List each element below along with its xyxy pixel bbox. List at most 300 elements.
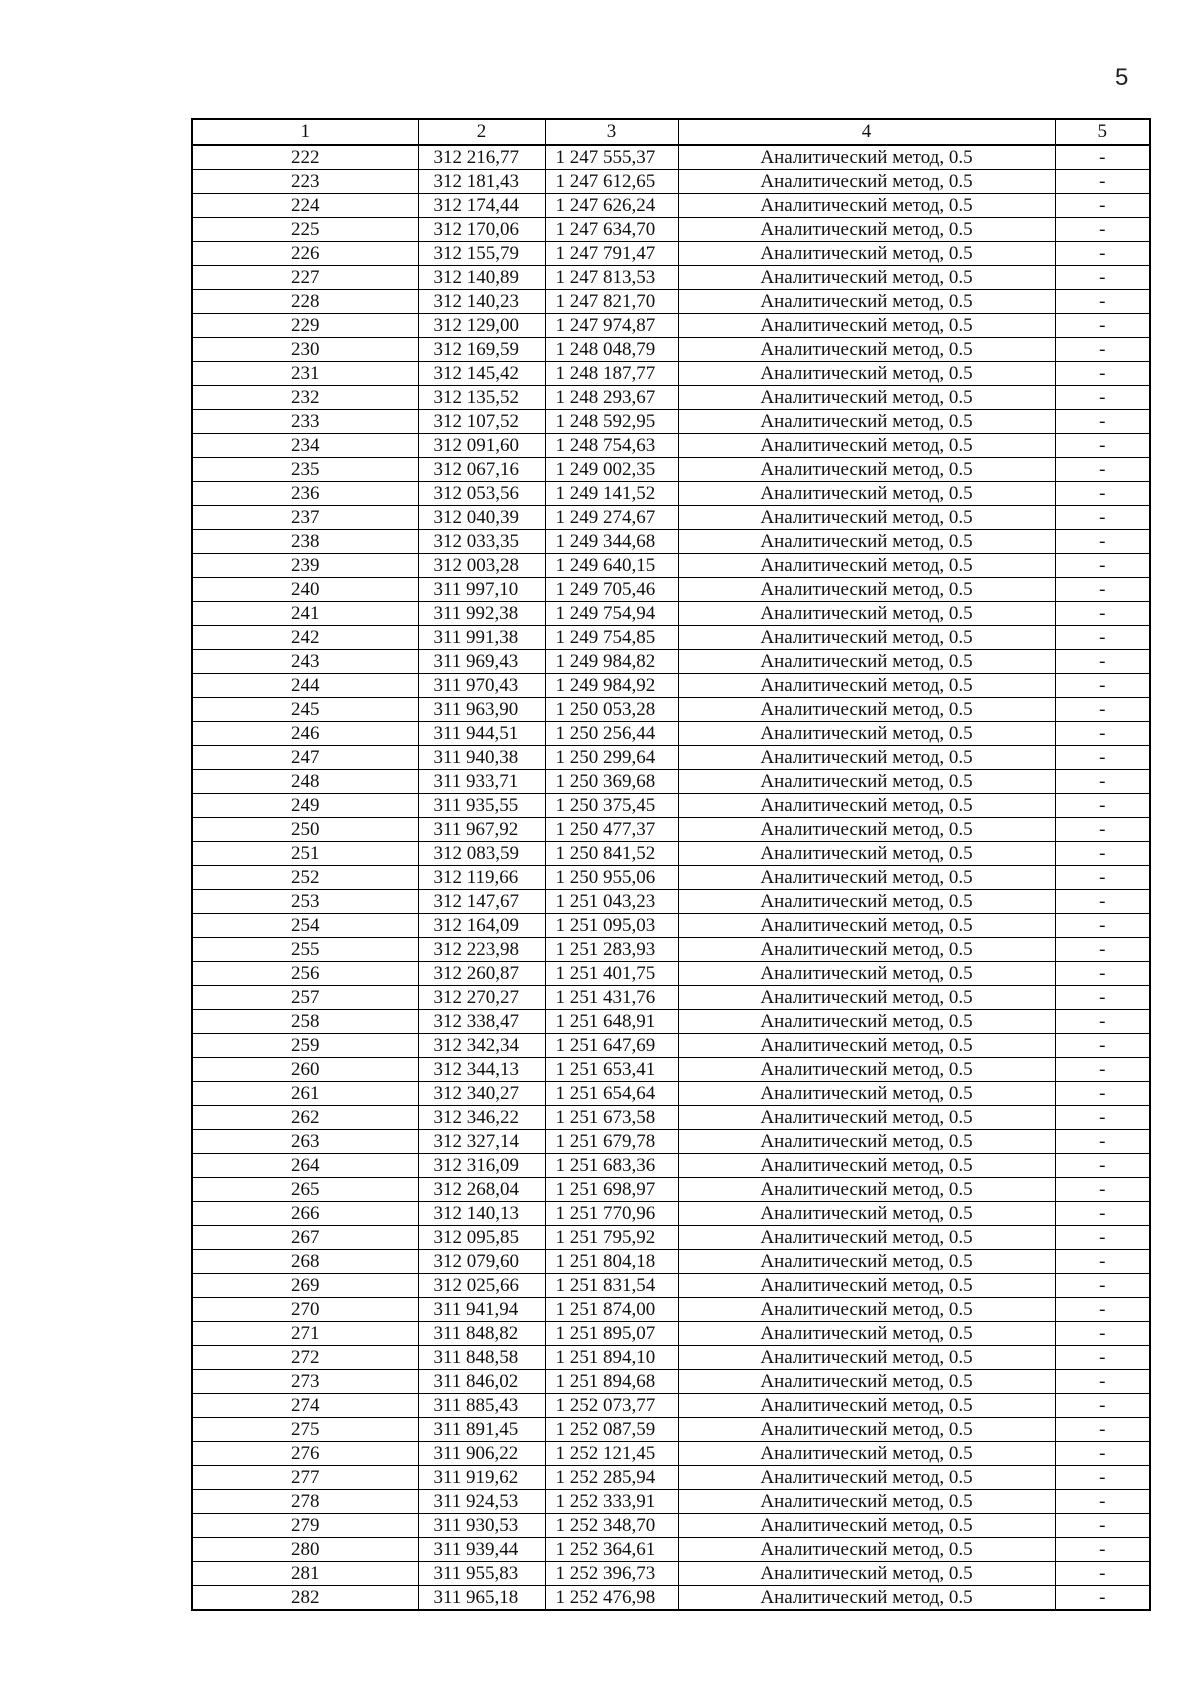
description-cell: - [1055,866,1150,890]
y-coordinate-cell: 1 250 256,44 [545,722,678,746]
description-cell: - [1055,1322,1150,1346]
x-coordinate-cell: 312 083,59 [418,842,545,866]
x-coordinate-cell: 312 129,00 [418,314,545,338]
point-number-cell: 269 [192,1274,418,1298]
point-number-cell: 248 [192,770,418,794]
method-accuracy-cell: Аналитический метод, 0.5 [678,434,1055,458]
table-row [192,938,1150,962]
x-coordinate-cell: 312 174,44 [418,194,545,218]
table-row [192,602,1150,626]
point-number-cell: 223 [192,170,418,194]
y-coordinate-cell: 1 251 653,41 [545,1058,678,1082]
point-number-cell: 239 [192,554,418,578]
x-coordinate-cell: 312 169,59 [418,338,545,362]
point-number-cell: 260 [192,1058,418,1082]
point-number-cell: 227 [192,266,418,290]
point-number-cell: 240 [192,578,418,602]
point-number-cell: 270 [192,1298,418,1322]
description-cell: - [1055,1034,1150,1058]
x-coordinate-cell: 311 967,92 [418,818,545,842]
method-accuracy-cell: Аналитический метод, 0.5 [678,914,1055,938]
x-coordinate-cell: 311 991,38 [418,626,545,650]
y-coordinate-cell: 1 252 073,77 [545,1394,678,1418]
method-accuracy-cell: Аналитический метод, 0.5 [678,1562,1055,1586]
x-coordinate-cell: 312 140,13 [418,1202,545,1226]
table-row [192,578,1150,602]
method-accuracy-cell: Аналитический метод, 0.5 [678,1250,1055,1274]
point-number-cell: 243 [192,650,418,674]
x-coordinate-cell: 311 965,18 [418,1586,545,1611]
x-coordinate-cell: 312 003,28 [418,554,545,578]
method-accuracy-cell: Аналитический метод, 0.5 [678,194,1055,218]
y-coordinate-cell: 1 249 002,35 [545,458,678,482]
method-accuracy-cell: Аналитический метод, 0.5 [678,1490,1055,1514]
y-coordinate-cell: 1 250 053,28 [545,698,678,722]
description-cell: - [1055,674,1150,698]
point-number-cell: 224 [192,194,418,218]
table-row [192,1154,1150,1178]
description-cell: - [1055,770,1150,794]
x-coordinate-cell: 312 155,79 [418,242,545,266]
x-coordinate-cell: 312 040,39 [418,506,545,530]
x-coordinate-cell: 312 091,60 [418,434,545,458]
table-row [192,890,1150,914]
point-number-cell: 226 [192,242,418,266]
y-coordinate-cell: 1 247 974,87 [545,314,678,338]
method-accuracy-cell: Аналитический метод, 0.5 [678,1298,1055,1322]
x-coordinate-cell: 312 340,27 [418,1082,545,1106]
method-accuracy-cell: Аналитический метод, 0.5 [678,1058,1055,1082]
point-number-cell: 225 [192,218,418,242]
point-number-cell: 249 [192,794,418,818]
description-cell: - [1055,1202,1150,1226]
y-coordinate-cell: 1 251 770,96 [545,1202,678,1226]
method-accuracy-cell: Аналитический метод, 0.5 [678,674,1055,698]
y-coordinate-cell: 1 252 364,61 [545,1538,678,1562]
x-coordinate-cell: 311 944,51 [418,722,545,746]
y-coordinate-cell: 1 251 283,93 [545,938,678,962]
description-cell: - [1055,1154,1150,1178]
description-cell: - [1055,1346,1150,1370]
y-coordinate-cell: 1 251 894,68 [545,1370,678,1394]
point-number-cell: 247 [192,746,418,770]
table-row [192,1034,1150,1058]
point-number-cell: 266 [192,1202,418,1226]
description-cell: - [1055,578,1150,602]
description-cell: - [1055,314,1150,338]
method-accuracy-cell: Аналитический метод, 0.5 [678,1370,1055,1394]
description-cell: - [1055,1178,1150,1202]
table-row [192,266,1150,290]
point-number-cell: 241 [192,602,418,626]
x-coordinate-cell: 311 939,44 [418,1538,545,1562]
method-accuracy-cell: Аналитический метод, 0.5 [678,1586,1055,1611]
point-number-cell: 251 [192,842,418,866]
x-coordinate-cell: 312 140,89 [418,266,545,290]
y-coordinate-cell: 1 251 654,64 [545,1082,678,1106]
table-row [192,1202,1150,1226]
description-cell: - [1055,1514,1150,1538]
method-accuracy-cell: Аналитический метод, 0.5 [678,1154,1055,1178]
point-number-cell: 276 [192,1442,418,1466]
description-cell: - [1055,266,1150,290]
x-coordinate-cell: 311 906,22 [418,1442,545,1466]
description-cell: - [1055,290,1150,314]
method-accuracy-cell: Аналитический метод, 0.5 [678,266,1055,290]
description-cell: - [1055,722,1150,746]
method-accuracy-cell: Аналитический метод, 0.5 [678,626,1055,650]
point-number-cell: 263 [192,1130,418,1154]
table-row [192,1274,1150,1298]
point-number-cell: 267 [192,1226,418,1250]
y-coordinate-cell: 1 247 634,70 [545,218,678,242]
x-coordinate-cell: 311 930,53 [418,1514,545,1538]
y-coordinate-cell: 1 250 477,37 [545,818,678,842]
x-coordinate-cell: 312 145,42 [418,362,545,386]
description-cell: - [1055,842,1150,866]
table-row [192,1490,1150,1514]
description-cell: - [1055,218,1150,242]
x-coordinate-cell: 312 079,60 [418,1250,545,1274]
method-accuracy-cell: Аналитический метод, 0.5 [678,170,1055,194]
method-accuracy-cell: Аналитический метод, 0.5 [678,458,1055,482]
description-cell: - [1055,362,1150,386]
method-accuracy-cell: Аналитический метод, 0.5 [678,986,1055,1010]
y-coordinate-cell: 1 251 698,97 [545,1178,678,1202]
description-cell: - [1055,386,1150,410]
description-cell: - [1055,554,1150,578]
method-accuracy-cell: Аналитический метод, 0.5 [678,1034,1055,1058]
method-accuracy-cell: Аналитический метод, 0.5 [678,1010,1055,1034]
y-coordinate-cell: 1 249 754,85 [545,626,678,650]
method-accuracy-cell: Аналитический метод, 0.5 [678,554,1055,578]
point-number-cell: 236 [192,482,418,506]
method-accuracy-cell: Аналитический метод, 0.5 [678,1442,1055,1466]
description-cell: - [1055,986,1150,1010]
description-cell: - [1055,170,1150,194]
point-number-cell: 278 [192,1490,418,1514]
x-coordinate-cell: 312 223,98 [418,938,545,962]
table-row [192,458,1150,482]
page-number: 5 [1115,64,1129,91]
x-coordinate-cell: 312 140,23 [418,290,545,314]
method-accuracy-cell: Аналитический метод, 0.5 [678,746,1055,770]
description-cell: - [1055,1418,1150,1442]
y-coordinate-cell: 1 250 299,64 [545,746,678,770]
x-coordinate-cell: 312 316,09 [418,1154,545,1178]
y-coordinate-cell: 1 247 791,47 [545,242,678,266]
y-coordinate-cell: 1 252 333,91 [545,1490,678,1514]
point-number-cell: 253 [192,890,418,914]
method-accuracy-cell: Аналитический метод, 0.5 [678,1346,1055,1370]
point-number-cell: 262 [192,1106,418,1130]
description-cell: - [1055,602,1150,626]
table-row [192,650,1150,674]
description-cell: - [1055,890,1150,914]
x-coordinate-cell: 312 170,06 [418,218,545,242]
table-row [192,842,1150,866]
y-coordinate-cell: 1 251 804,18 [545,1250,678,1274]
point-number-cell: 274 [192,1394,418,1418]
table-row [192,1082,1150,1106]
x-coordinate-cell: 311 940,38 [418,746,545,770]
table-row [192,698,1150,722]
y-coordinate-cell: 1 251 679,78 [545,1130,678,1154]
table-row [192,338,1150,362]
y-coordinate-cell: 1 248 754,63 [545,434,678,458]
table-row [192,914,1150,938]
table-row [192,626,1150,650]
method-accuracy-cell: Аналитический метод, 0.5 [678,1226,1055,1250]
y-coordinate-cell: 1 249 274,67 [545,506,678,530]
x-coordinate-cell: 311 924,53 [418,1490,545,1514]
column-header-1: 1 [192,119,418,145]
x-coordinate-cell: 311 919,62 [418,1466,545,1490]
method-accuracy-cell: Аналитический метод, 0.5 [678,242,1055,266]
point-number-cell: 234 [192,434,418,458]
method-accuracy-cell: Аналитический метод, 0.5 [678,145,1055,170]
y-coordinate-cell: 1 251 043,23 [545,890,678,914]
table-row [192,362,1150,386]
x-coordinate-cell: 311 955,83 [418,1562,545,1586]
table-row [192,1130,1150,1154]
table-row [192,1010,1150,1034]
x-coordinate-cell: 311 969,43 [418,650,545,674]
table-row [192,722,1150,746]
table-row [192,145,1150,170]
method-accuracy-cell: Аналитический метод, 0.5 [678,1274,1055,1298]
method-accuracy-cell: Аналитический метод, 0.5 [678,1514,1055,1538]
description-cell: - [1055,1130,1150,1154]
point-number-cell: 256 [192,962,418,986]
y-coordinate-cell: 1 247 813,53 [545,266,678,290]
y-coordinate-cell: 1 251 894,10 [545,1346,678,1370]
point-number-cell: 261 [192,1082,418,1106]
point-number-cell: 228 [192,290,418,314]
x-coordinate-cell: 312 135,52 [418,386,545,410]
y-coordinate-cell: 1 249 984,92 [545,674,678,698]
y-coordinate-cell: 1 251 874,00 [545,1298,678,1322]
x-coordinate-cell: 312 338,47 [418,1010,545,1034]
table-row [192,290,1150,314]
method-accuracy-cell: Аналитический метод, 0.5 [678,362,1055,386]
table-row [192,866,1150,890]
method-accuracy-cell: Аналитический метод, 0.5 [678,1538,1055,1562]
method-accuracy-cell: Аналитический метод, 0.5 [678,530,1055,554]
x-coordinate-cell: 311 963,90 [418,698,545,722]
description-cell: - [1055,938,1150,962]
point-number-cell: 268 [192,1250,418,1274]
description-cell: - [1055,1370,1150,1394]
point-number-cell: 229 [192,314,418,338]
method-accuracy-cell: Аналитический метод, 0.5 [678,698,1055,722]
x-coordinate-cell: 312 260,87 [418,962,545,986]
column-header-5: 5 [1055,119,1150,145]
method-accuracy-cell: Аналитический метод, 0.5 [678,290,1055,314]
method-accuracy-cell: Аналитический метод, 0.5 [678,890,1055,914]
table-row [192,1562,1150,1586]
method-accuracy-cell: Аналитический метод, 0.5 [678,938,1055,962]
point-number-cell: 233 [192,410,418,434]
y-coordinate-cell: 1 251 673,58 [545,1106,678,1130]
description-cell: - [1055,434,1150,458]
x-coordinate-cell: 311 970,43 [418,674,545,698]
table-row [192,530,1150,554]
y-coordinate-cell: 1 251 401,75 [545,962,678,986]
y-coordinate-cell: 1 248 048,79 [545,338,678,362]
table-row [192,1466,1150,1490]
description-cell: - [1055,794,1150,818]
point-number-cell: 271 [192,1322,418,1346]
point-number-cell: 244 [192,674,418,698]
table-row [192,1514,1150,1538]
y-coordinate-cell: 1 247 612,65 [545,170,678,194]
table-row [192,554,1150,578]
y-coordinate-cell: 1 249 344,68 [545,530,678,554]
point-number-cell: 258 [192,1010,418,1034]
table-row [192,1538,1150,1562]
y-coordinate-cell: 1 247 821,70 [545,290,678,314]
table-row [192,986,1150,1010]
y-coordinate-cell: 1 252 121,45 [545,1442,678,1466]
point-number-cell: 235 [192,458,418,482]
y-coordinate-cell: 1 251 431,76 [545,986,678,1010]
description-cell: - [1055,1226,1150,1250]
x-coordinate-cell: 312 025,66 [418,1274,545,1298]
column-header-2: 2 [418,119,545,145]
point-number-cell: 242 [192,626,418,650]
method-accuracy-cell: Аналитический метод, 0.5 [678,1466,1055,1490]
x-coordinate-cell: 311 997,10 [418,578,545,602]
column-header-3: 3 [545,119,678,145]
table-row [192,818,1150,842]
description-cell: - [1055,1274,1150,1298]
method-accuracy-cell: Аналитический метод, 0.5 [678,338,1055,362]
table-header-row [192,119,1150,145]
point-number-cell: 273 [192,1370,418,1394]
method-accuracy-cell: Аналитический метод, 0.5 [678,842,1055,866]
description-cell: - [1055,530,1150,554]
description-cell: - [1055,698,1150,722]
method-accuracy-cell: Аналитический метод, 0.5 [678,650,1055,674]
table-row [192,1058,1150,1082]
y-coordinate-cell: 1 248 592,95 [545,410,678,434]
method-accuracy-cell: Аналитический метод, 0.5 [678,1394,1055,1418]
table-row [192,434,1150,458]
description-cell: - [1055,482,1150,506]
point-number-cell: 281 [192,1562,418,1586]
method-accuracy-cell: Аналитический метод, 0.5 [678,1082,1055,1106]
point-number-cell: 245 [192,698,418,722]
table-row [192,962,1150,986]
table-row [192,386,1150,410]
x-coordinate-cell: 311 935,55 [418,794,545,818]
x-coordinate-cell: 311 891,45 [418,1418,545,1442]
table-row [192,746,1150,770]
table-row [192,218,1150,242]
y-coordinate-cell: 1 249 141,52 [545,482,678,506]
x-coordinate-cell: 312 147,67 [418,890,545,914]
x-coordinate-cell: 312 268,04 [418,1178,545,1202]
x-coordinate-cell: 312 119,66 [418,866,545,890]
description-cell: - [1055,914,1150,938]
table-row [192,314,1150,338]
point-number-cell: 238 [192,530,418,554]
y-coordinate-cell: 1 247 626,24 [545,194,678,218]
point-number-cell: 282 [192,1586,418,1611]
method-accuracy-cell: Аналитический метод, 0.5 [678,506,1055,530]
point-number-cell: 264 [192,1154,418,1178]
point-number-cell: 277 [192,1466,418,1490]
method-accuracy-cell: Аналитический метод, 0.5 [678,962,1055,986]
x-coordinate-cell: 312 346,22 [418,1106,545,1130]
table-row [192,1442,1150,1466]
y-coordinate-cell: 1 252 285,94 [545,1466,678,1490]
method-accuracy-cell: Аналитический метод, 0.5 [678,866,1055,890]
description-cell: - [1055,458,1150,482]
x-coordinate-cell: 312 107,52 [418,410,545,434]
y-coordinate-cell: 1 249 705,46 [545,578,678,602]
y-coordinate-cell: 1 252 396,73 [545,1562,678,1586]
y-coordinate-cell: 1 249 984,82 [545,650,678,674]
description-cell: - [1055,410,1150,434]
y-coordinate-cell: 1 249 754,94 [545,602,678,626]
y-coordinate-cell: 1 251 795,92 [545,1226,678,1250]
method-accuracy-cell: Аналитический метод, 0.5 [678,1178,1055,1202]
description-cell: - [1055,1106,1150,1130]
x-coordinate-cell: 312 342,34 [418,1034,545,1058]
y-coordinate-cell: 1 251 831,54 [545,1274,678,1298]
x-coordinate-cell: 312 344,13 [418,1058,545,1082]
description-cell: - [1055,1538,1150,1562]
x-coordinate-cell: 312 216,77 [418,145,545,170]
description-cell: - [1055,1562,1150,1586]
table-row [192,1418,1150,1442]
y-coordinate-cell: 1 249 640,15 [545,554,678,578]
method-accuracy-cell: Аналитический метод, 0.5 [678,386,1055,410]
x-coordinate-cell: 312 327,14 [418,1130,545,1154]
description-cell: - [1055,650,1150,674]
method-accuracy-cell: Аналитический метод, 0.5 [678,1418,1055,1442]
y-coordinate-cell: 1 251 647,69 [545,1034,678,1058]
method-accuracy-cell: Аналитический метод, 0.5 [678,1202,1055,1226]
point-number-cell: 257 [192,986,418,1010]
point-number-cell: 255 [192,938,418,962]
description-cell: - [1055,338,1150,362]
y-coordinate-cell: 1 251 095,03 [545,914,678,938]
description-cell: - [1055,506,1150,530]
method-accuracy-cell: Аналитический метод, 0.5 [678,794,1055,818]
table-row [192,770,1150,794]
description-cell: - [1055,1442,1150,1466]
x-coordinate-cell: 311 848,58 [418,1346,545,1370]
table-row [192,1322,1150,1346]
x-coordinate-cell: 312 053,56 [418,482,545,506]
table-row [192,1298,1150,1322]
y-coordinate-cell: 1 252 348,70 [545,1514,678,1538]
description-cell: - [1055,1010,1150,1034]
x-coordinate-cell: 311 992,38 [418,602,545,626]
y-coordinate-cell: 1 251 683,36 [545,1154,678,1178]
table-row [192,1394,1150,1418]
point-number-cell: 279 [192,1514,418,1538]
x-coordinate-cell: 311 846,02 [418,1370,545,1394]
description-cell: - [1055,1490,1150,1514]
point-number-cell: 254 [192,914,418,938]
description-cell: - [1055,1394,1150,1418]
table-row [192,482,1150,506]
coordinates-table [191,118,1151,1611]
